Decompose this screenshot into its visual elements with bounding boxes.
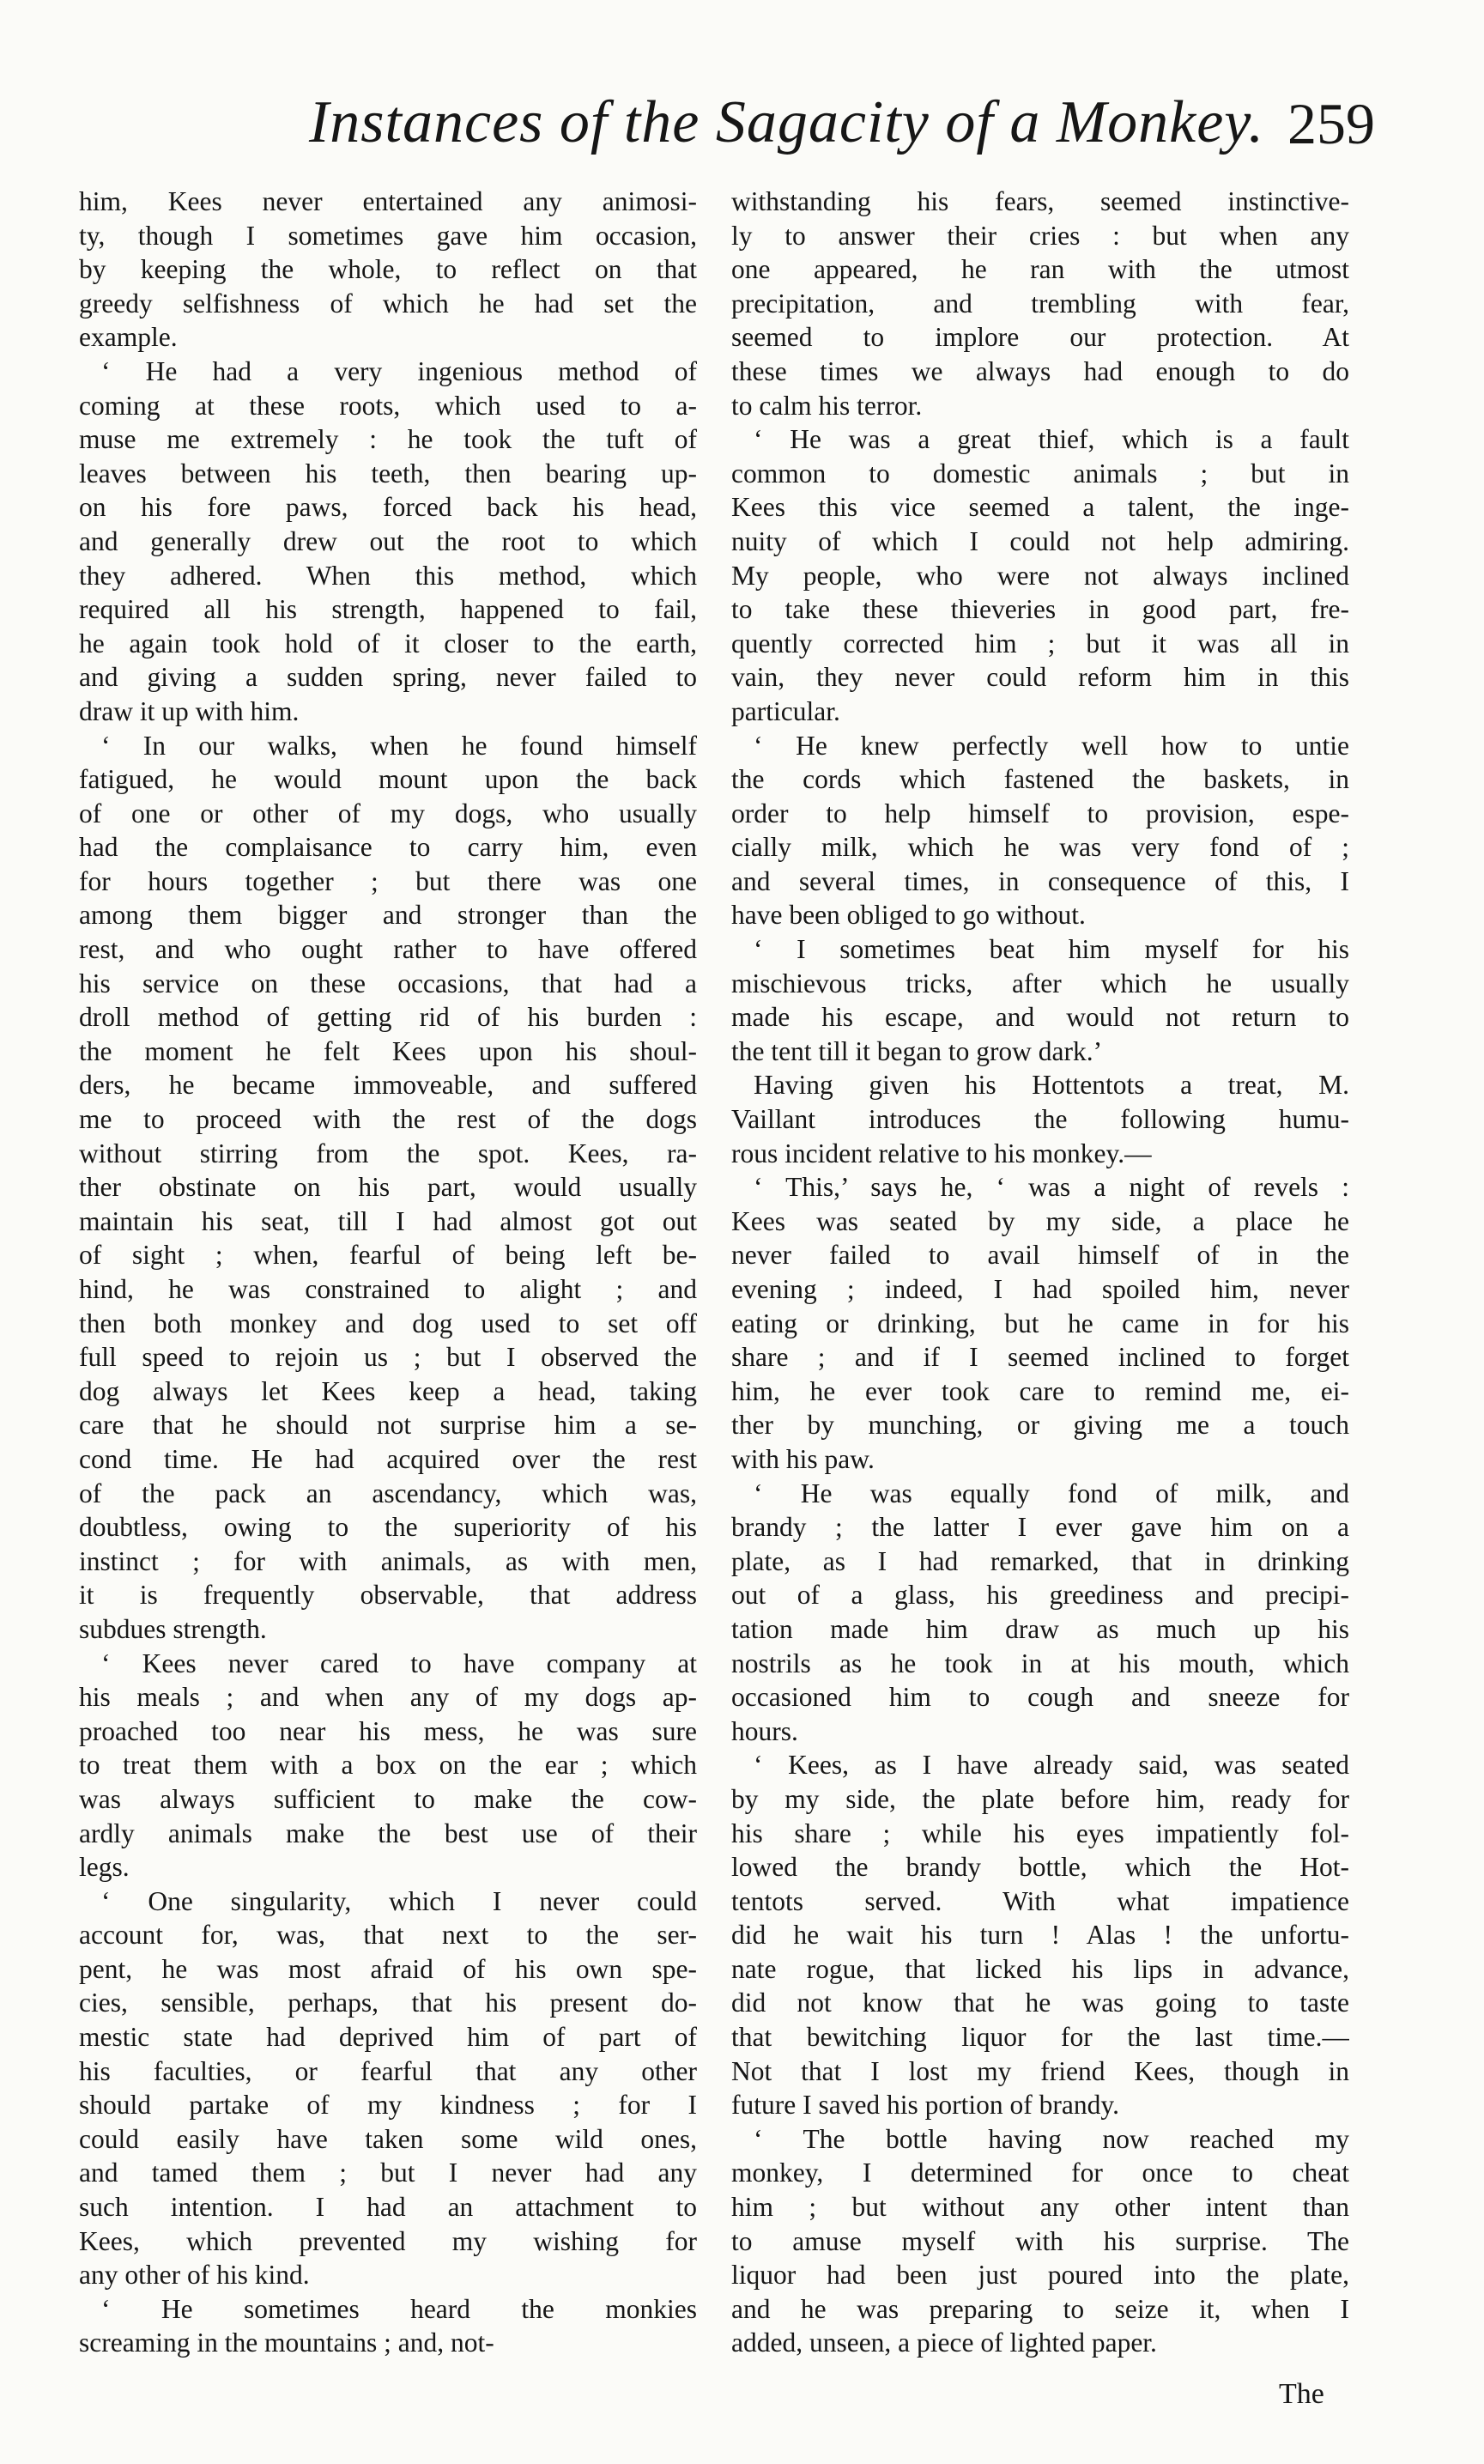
text-line: these times we always had enough to do: [731, 355, 1349, 386]
text-line: maintain his seat, till I had almost got out: [79, 1205, 697, 1236]
text-line: Kees, which prevented my wishing for: [79, 2225, 697, 2256]
text-line: ‘ This,’ says he, ‘ was a night of revels :: [754, 1172, 1349, 1203]
text-line: did he wait his turn ! Alas ! the unfortu-: [731, 1920, 1349, 1951]
text-line: fatigued, he would mount upon the back: [79, 764, 697, 795]
text-line: mestic state had deprived him of part of: [79, 2022, 697, 2053]
text-line: hind, he was constrained to alight ; and: [79, 1274, 697, 1304]
text-line: the moment he felt Kees upon his shoul-: [79, 1035, 697, 1066]
text-line: withstanding his fears, seemed instinctive-: [731, 186, 1349, 216]
text-line: the tent till it began to grow dark.’: [731, 1035, 1103, 1066]
text-line: brandy ; the latter I ever gave him on a: [731, 1512, 1349, 1543]
text-line: of one or other of my dogs, who usually: [79, 798, 697, 828]
text-line: cially milk, which he was very fond of ;: [731, 832, 1349, 863]
text-line: example.: [79, 322, 178, 353]
text-line: of sight ; when, fearful of being left be-: [79, 1240, 697, 1271]
running-title: Instances of the Sagacity of a Monkey.: [309, 89, 1264, 155]
text-line: nate rogue, that licked his lips in advance,: [731, 1953, 1349, 1984]
text-line: could easily have taken some wild ones,: [79, 2123, 697, 2154]
text-line: his faculties, or fearful that any other: [79, 2055, 697, 2086]
text-line: his share ; while his eyes impatiently fol-: [731, 1818, 1349, 1848]
text-line: ‘ One singularity, which I never could: [101, 1885, 697, 1916]
text-line: mischievous tricks, after which he usually: [731, 968, 1349, 998]
text-line: one appeared, he ran with the utmost: [731, 254, 1349, 285]
text-line: was always sufficient to make the cow-: [79, 1783, 697, 1814]
text-line: hours.: [731, 1715, 798, 1746]
text-line: future I saved his portion of brandy.: [731, 2090, 1119, 2121]
text-line: ‘ In our walks, when he found himself: [101, 730, 697, 761]
text-line: Having given his Hottentots a treat, M.: [754, 1070, 1349, 1101]
text-line: dog always let Kees keep a head, taking: [79, 1375, 697, 1406]
text-line: particular.: [731, 695, 840, 726]
text-line: me to proceed with the rest of the dogs: [79, 1104, 697, 1135]
text-line: screaming in the mountains ; and, not-: [79, 2327, 494, 2358]
text-line: to amuse myself with his surprise. The: [731, 2225, 1349, 2256]
text-line: ly to answer their cries : but when any: [731, 220, 1349, 251]
text-line: he again took hold of it closer to the earth,: [79, 628, 697, 658]
text-line: quently corrected him ; but it was all in: [731, 628, 1349, 658]
text-line: and giving a sudden spring, never failed to: [79, 662, 697, 693]
text-line: should partake of my kindness ; for I: [79, 2090, 697, 2121]
text-line: liquor had been just poured into the plate,: [731, 2260, 1349, 2291]
text-line: ‘ He had a very ingenious method of: [101, 355, 697, 386]
text-line: have been obliged to go without.: [731, 900, 1086, 931]
text-line: tation made him draw as much up his: [731, 1613, 1349, 1644]
page-header: [77, 82, 1416, 176]
text-line: instinct ; for with animals, as with men,: [79, 1545, 697, 1576]
text-line: evening ; indeed, I had spoiled him, never: [731, 1274, 1349, 1304]
text-line: did not know that he was going to taste: [731, 1988, 1349, 2018]
text-line: and tamed them ; but I never had any: [79, 2158, 697, 2188]
text-line: greedy selfishness of which he had set the: [79, 288, 697, 319]
text-line: coming at these roots, which used to a-: [79, 390, 697, 421]
text-line: order to help himself to provision, espe-: [731, 798, 1349, 828]
right-column: [731, 185, 1349, 2360]
text-line: to take these thieveries in good part, fre-: [731, 594, 1349, 625]
text-line: by my side, the plate before him, ready for: [731, 1783, 1349, 1814]
text-line: him ; but without any other intent than: [731, 2192, 1349, 2223]
text-line: him, Kees never entertained any animosi-: [79, 186, 697, 216]
text-line: required all his strength, happened to fail,: [79, 594, 697, 625]
text-line: ‘ Kees, as I have already said, was seated: [754, 1750, 1349, 1781]
text-line: proached too near his mess, he was sure: [79, 1715, 697, 1746]
text-line: ardly animals make the best use of their: [79, 1818, 697, 1848]
text-line: his service on these occasions, that had a: [79, 968, 697, 998]
text-line: occasioned him to cough and sneeze for: [731, 1682, 1349, 1713]
text-line: never failed to avail himself of in the: [731, 1240, 1349, 1271]
page-number: 259: [1287, 91, 1375, 156]
text-line: with his paw.: [731, 1443, 875, 1474]
text-line: eating or drinking, but he came in for his: [731, 1308, 1349, 1338]
text-line: rest, and who ought rather to have offered: [79, 934, 697, 965]
text-line: ‘ He was equally fond of milk, and: [754, 1478, 1349, 1508]
text-line: then both monkey and dog used to set off: [79, 1308, 697, 1338]
text-line: plate, as I had remarked, that in drinking: [731, 1545, 1349, 1576]
text-line: to calm his terror.: [731, 390, 923, 421]
text-line: rous incident relative to his monkey.—: [731, 1138, 1152, 1168]
text-line: for hours together ; but there was one: [79, 865, 697, 896]
text-line: lowed the brandy bottle, which the Hot-: [731, 1852, 1349, 1883]
text-line: ‘ He knew perfectly well how to untie: [754, 730, 1349, 761]
text-line: full speed to rejoin us ; but I observed the: [79, 1342, 697, 1373]
text-line: his meals ; and when any of my dogs ap-: [79, 1682, 697, 1713]
text-line: any other of his kind.: [79, 2260, 310, 2291]
text-line: tentots served. With what impatience: [731, 1885, 1349, 1916]
text-line: common to domestic animals ; but in: [731, 458, 1349, 489]
text-line: draw it up with him.: [79, 695, 300, 726]
text-line: ‘ He was a great thief, which is a fault: [754, 424, 1349, 455]
text-line: on his fore paws, forced back his head,: [79, 492, 697, 523]
text-line: cies, sensible, perhaps, that his present do-: [79, 1988, 697, 2018]
text-line: Not that I lost my friend Kees, though in: [731, 2055, 1349, 2086]
text-line: vain, they never could reform him in this: [731, 662, 1349, 693]
text-line: Kees this vice seemed a talent, the inge-: [731, 492, 1349, 523]
text-line: made his escape, and would not return to: [731, 1002, 1349, 1033]
left-column: [79, 185, 697, 2360]
text-line: and generally drew out the root to which: [79, 525, 697, 556]
text-line: among them bigger and stronger than the: [79, 900, 697, 931]
text-line: droll method of getting rid of his burden :: [79, 1002, 697, 1033]
text-line: ther by munching, or giving me a touch: [731, 1410, 1349, 1441]
text-line: precipitation, and trembling with fear,: [731, 288, 1349, 319]
text-line: account for, was, that next to the ser-: [79, 1920, 697, 1951]
text-line: ders, he became immoveable, and suffered: [79, 1070, 697, 1101]
text-line: that bewitching liquor for the last time.—: [731, 2022, 1349, 2053]
text-line: ther obstinate on his part, would usually: [79, 1172, 697, 1203]
text-line: had the complaisance to carry him, even: [79, 832, 697, 863]
text-line: share ; and if I seemed inclined to forget: [731, 1342, 1349, 1373]
text-line: by keeping the whole, to reflect on that: [79, 254, 697, 285]
text-line: nuity of which I could not help admiring.: [731, 525, 1349, 556]
text-line: care that he should not surprise him a se-: [79, 1410, 697, 1441]
text-line: and he was preparing to seize it, when I: [731, 2293, 1349, 2324]
text-line: it is frequently observable, that address: [79, 1580, 697, 1611]
text-line: added, unseen, a piece of lighted paper.: [731, 2327, 1157, 2358]
text-line: subdues strength.: [79, 1613, 267, 1644]
text-line: legs.: [79, 1852, 130, 1883]
text-line: My people, who were not always inclined: [731, 560, 1349, 591]
text-line: out of a glass, his greediness and precipi-: [731, 1580, 1349, 1611]
text-line: to treat them with a box on the ear ; which: [79, 1750, 697, 1781]
text-line: Kees was seated by my side, a place he: [731, 1205, 1349, 1236]
text-line: ‘ The bottle having now reached my: [754, 2123, 1349, 2154]
text-line: cond time. He had acquired over the rest: [79, 1443, 697, 1474]
text-line: ‘ I sometimes beat him myself for his: [754, 934, 1349, 965]
text-line: Vaillant introduces the following humu-: [731, 1104, 1349, 1135]
text-line: the cords which fastened the baskets, in: [731, 764, 1349, 795]
text-line: monkey, I determined for once to cheat: [731, 2158, 1349, 2188]
text-line: him, he ever took care to remind me, ei-: [731, 1375, 1349, 1406]
text-line: of the pack an ascendancy, which was,: [79, 1478, 697, 1508]
catchword: The: [1279, 2378, 1324, 2410]
text-line: they adhered. When this method, which: [79, 560, 697, 591]
text-line: ‘ Kees never cared to have company at: [101, 1648, 697, 1678]
text-line: ‘ He sometimes heard the monkies: [101, 2293, 697, 2324]
text-line: nostrils as he took in at his mouth, which: [731, 1648, 1349, 1678]
text-line: doubtless, owing to the superiority of his: [79, 1512, 697, 1543]
text-line: pent, he was most afraid of his own spe-: [79, 1953, 697, 1984]
text-line: leaves between his teeth, then bearing up-: [79, 458, 697, 489]
text-line: muse me extremely : he took the tuft of: [79, 424, 697, 455]
text-line: ty, though I sometimes gave him occasion,: [79, 220, 697, 251]
text-line: and several times, in consequence of this, I: [731, 865, 1349, 896]
text-line: such intention. I had an attachment to: [79, 2192, 697, 2223]
text-line: without stirring from the spot. Kees, ra-: [79, 1138, 697, 1168]
text-line: seemed to implore our protection. At: [731, 322, 1349, 353]
